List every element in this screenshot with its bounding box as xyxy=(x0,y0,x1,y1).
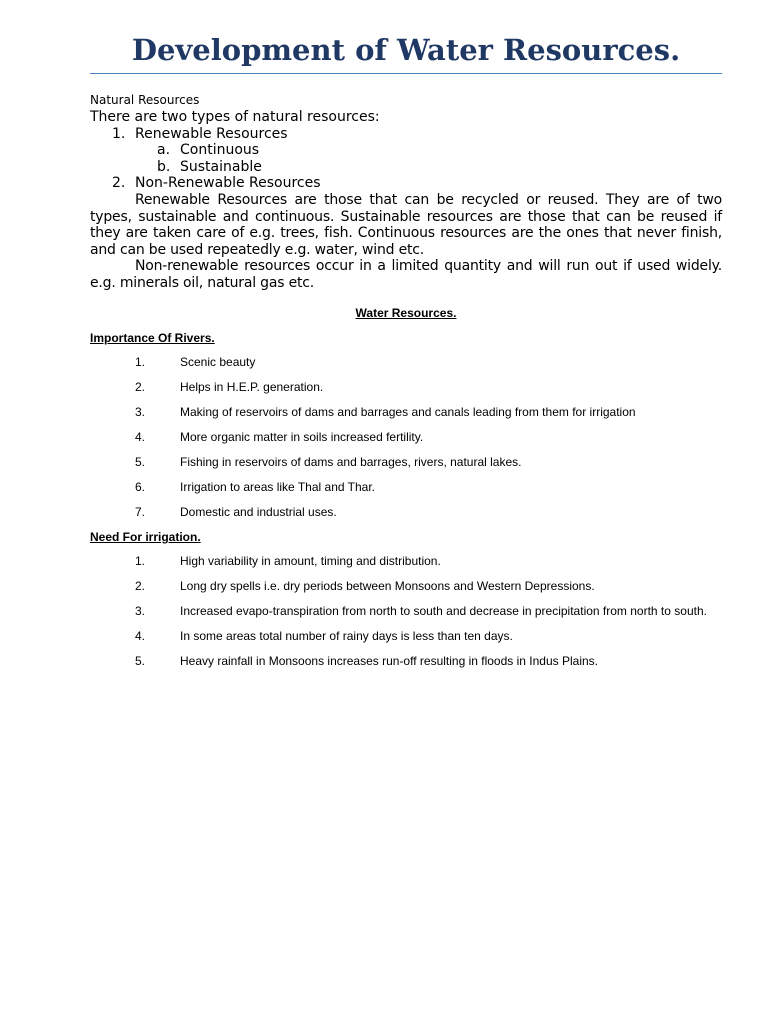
list-number: 5. xyxy=(135,455,146,469)
list-label: Renewable Resources xyxy=(135,125,288,142)
list-number: 1. xyxy=(135,355,146,369)
list-item xyxy=(90,628,722,645)
list-number: 2. xyxy=(112,175,126,192)
list-number: 2. xyxy=(135,380,146,394)
list-item xyxy=(90,578,722,595)
list-text: Heavy rainfall in Monsoons increases run-off resulting in floods in Indus Plains. xyxy=(180,654,598,668)
list-item xyxy=(90,653,722,670)
list-number: 4. xyxy=(135,629,146,643)
list-text: Fishing in reservoirs of dams and barrages, rivers, natural lakes. xyxy=(180,455,522,469)
list-item xyxy=(90,454,722,471)
list-text: Long dry spells i.e. dry periods between Monsoons and Western Depressions. xyxy=(180,579,595,593)
list-letter: b. xyxy=(157,158,171,175)
list-label: Continuous xyxy=(180,142,260,159)
irrigation-heading: Need For irrigation. xyxy=(90,530,201,544)
list-text: Helps in H.E.P. generation. xyxy=(180,380,324,394)
water-resources-title: Water Resources. xyxy=(355,306,457,320)
list-text: In some areas total number of rainy days is less than ten days. xyxy=(180,629,513,643)
natural-resources-section xyxy=(90,92,722,292)
page-title: Development of Water Resources. xyxy=(131,33,681,67)
natural-resources-heading: Natural Resources xyxy=(90,93,200,107)
list-item xyxy=(90,603,722,620)
natural-resources-intro: There are two types of natural resources: xyxy=(90,109,380,125)
renewable-paragraph: Renewable Resources are those that can be recycled or reused. They are of two types, sustainable and continuous. Sustainable resources are those that can be reused if they are taken care of e.g. trees, fish. Continuous resources are the ones that never finish, and can be used repeatedly e.g. water, wind etc. xyxy=(90,191,722,258)
water-resources-section xyxy=(90,305,722,670)
list-number: 3. xyxy=(135,604,146,618)
list-text: Making of reservoirs of dams and barrages and canals leading from them for irrigation xyxy=(180,405,636,419)
list-item xyxy=(90,479,722,496)
list-item xyxy=(90,404,722,421)
list-number: 4. xyxy=(135,430,146,444)
list-letter: a. xyxy=(157,142,171,159)
list-number: 5. xyxy=(135,654,146,668)
list-number: 1. xyxy=(112,125,126,142)
list-text: High variability in amount, timing and distribution. xyxy=(180,554,441,568)
list-text: Scenic beauty xyxy=(180,355,256,369)
list-item-sustainable xyxy=(90,159,722,176)
list-item-continuous xyxy=(90,142,722,159)
list-number: 1. xyxy=(135,554,146,568)
list-text: Domestic and industrial uses. xyxy=(180,505,337,519)
list-item xyxy=(90,504,722,521)
list-item xyxy=(90,553,722,570)
list-number: 2. xyxy=(135,579,146,593)
list-label: Non-Renewable Resources xyxy=(135,175,321,192)
list-number: 7. xyxy=(135,505,146,519)
list-label: Sustainable xyxy=(180,158,262,175)
list-number: 6. xyxy=(135,480,146,494)
rivers-heading: Importance Of Rivers. xyxy=(90,331,215,345)
title-divider xyxy=(90,73,722,74)
list-text: Irrigation to areas like Thal and Thar. xyxy=(180,480,375,494)
non-renewable-paragraph: Non-renewable resources occur in a limited quantity and will run out if used widely. e.g. minerals oil, natural gas etc. xyxy=(90,258,722,291)
list-text: Increased evapo-transpiration from north to south and decrease in precipitation from north to south. xyxy=(180,604,707,618)
list-number: 3. xyxy=(135,405,146,419)
list-text: More organic matter in soils increased fertility. xyxy=(180,430,424,444)
list-item-non-renewable xyxy=(90,175,722,192)
list-item xyxy=(90,429,722,446)
list-item xyxy=(90,354,722,371)
list-item-renewable xyxy=(90,126,722,143)
list-item xyxy=(90,379,722,396)
